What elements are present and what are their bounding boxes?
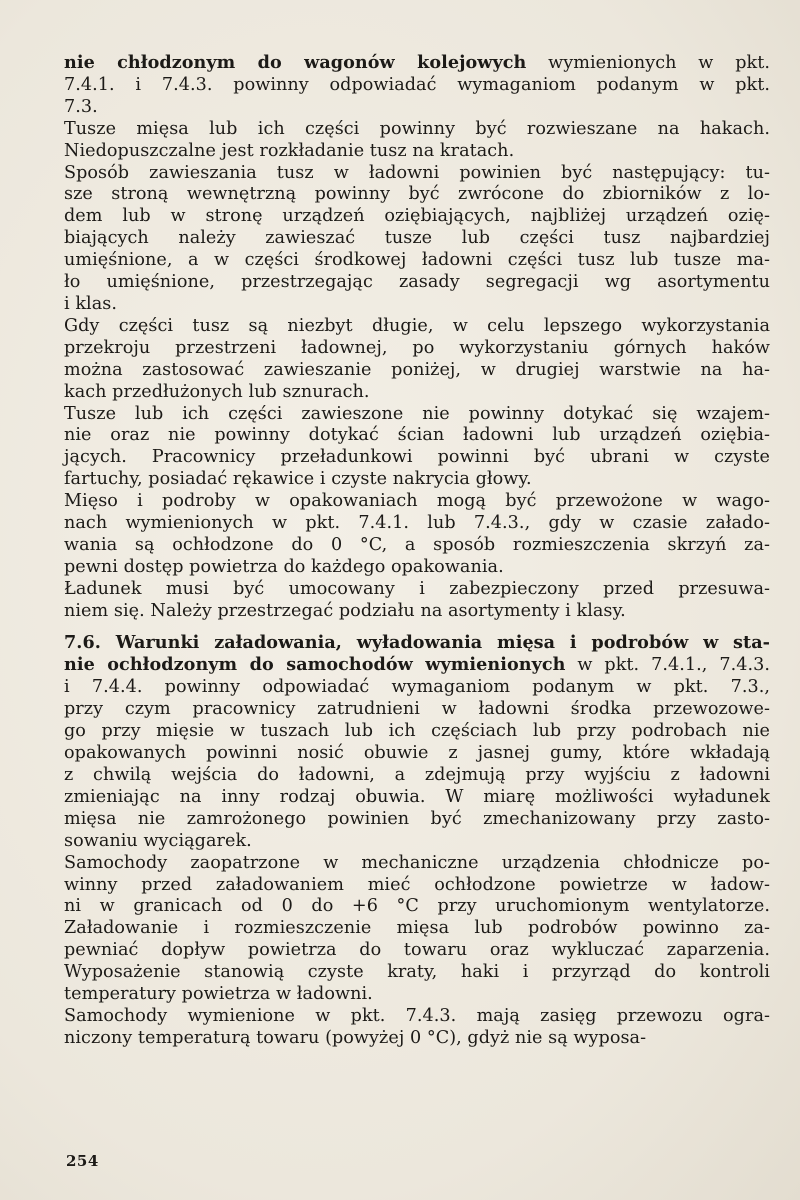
text-line bbox=[64, 962, 770, 984]
text-line bbox=[64, 632, 770, 655]
paragraph bbox=[64, 52, 770, 119]
text-line bbox=[64, 425, 770, 447]
text-line bbox=[64, 896, 770, 918]
line-text: Niedopuszczalne jest rozkładanie tusz na kratach. bbox=[64, 140, 515, 161]
text-line bbox=[64, 491, 770, 513]
line-text: Tusze mięsa lub ich części powinny być rozwieszane na hakach. bbox=[64, 118, 770, 139]
text-line bbox=[64, 787, 770, 809]
paragraph bbox=[64, 1006, 770, 1050]
line-text: Wyposażenie stanowią czyste kraty, haki i przyrząd do kontroli bbox=[64, 962, 770, 983]
line-text: wymienionych w pkt. bbox=[526, 53, 770, 73]
text-line bbox=[64, 699, 770, 721]
line-text: przekroju przestrzeni ładownej, po wykorzystaniu górnych haków bbox=[64, 337, 770, 358]
text-line bbox=[64, 831, 770, 853]
line-text: Załadowanie i rozmieszczenie mięsa lub podrobów powinno za- bbox=[64, 918, 770, 939]
bold-text: nie ochłodzonym do samochodów wymienionych bbox=[64, 654, 566, 676]
text-line bbox=[64, 228, 770, 250]
line-text: opakowanych powinni nosić obuwie z jasnej gumy, które wkładają bbox=[64, 743, 770, 764]
line-text: go przy mięsie w tuszach lub ich częściach lub przy podrobach nie bbox=[64, 721, 770, 742]
line-text: Samochody zaopatrzone w mechaniczne urządzenia chłodnicze po- bbox=[64, 852, 770, 873]
line-text: jących. Pracownicy przeładunkowi powinni być ubrani w czyste bbox=[64, 447, 770, 468]
line-text: i 7.4.4. powinny odpowiadać wymaganiom podanym w pkt. 7.3., bbox=[64, 677, 770, 698]
text-line bbox=[64, 721, 770, 743]
text-line bbox=[64, 250, 770, 272]
text-line bbox=[64, 1006, 770, 1028]
text-line bbox=[64, 1028, 770, 1050]
line-text: Tusze lub ich części zawieszone nie powinny dotykać się wzajem- bbox=[64, 403, 770, 424]
text-line bbox=[64, 853, 770, 875]
line-text: umięśnione, a w części środkowej ładowni części tusz lub tusze ma- bbox=[64, 250, 770, 271]
text-line bbox=[64, 272, 770, 294]
line-text: dem lub w stronę urządzeń oziębiających, najbliżej urządzeń ozię- bbox=[64, 206, 770, 227]
paragraph bbox=[64, 491, 770, 579]
line-text: nie oraz nie powinny dotykać ścian ładowni lub urządzeń oziębia- bbox=[64, 425, 770, 446]
line-text: kach przedłużonych lub sznurach. bbox=[64, 381, 370, 402]
line-text: przy czym pracownicy zatrudnieni w ładowni środka przewozowe- bbox=[64, 699, 770, 720]
text-line bbox=[64, 513, 770, 535]
text-line bbox=[64, 557, 770, 579]
line-text: mięsa nie zamrożonego powinien być zmechanizowany przy zasto- bbox=[64, 808, 770, 829]
text-line bbox=[64, 206, 770, 228]
text-line bbox=[64, 765, 770, 787]
text-line bbox=[64, 940, 770, 962]
paragraph bbox=[64, 404, 770, 492]
line-text: ni w granicach od 0 do +6 °C przy uruchomionym wentylatorze. bbox=[64, 896, 770, 917]
line-text: Samochody wymienione w pkt. 7.4.3. mają zasięg przewozu ogra- bbox=[64, 1005, 770, 1026]
paragraph bbox=[64, 853, 770, 1006]
bold-text: nie chłodzonym do wagonów kolejowych bbox=[64, 52, 527, 73]
text-line bbox=[64, 535, 770, 557]
line-text: winny przed załadowaniem mieć ochłodzone powietrze w ładow- bbox=[64, 874, 770, 895]
line-text: Sposób zawieszania tusz w ładowni powinien być następujący: tu- bbox=[64, 162, 770, 183]
line-text: fartuchy, posiadać rękawice i czyste nakrycia głowy. bbox=[64, 469, 532, 490]
text-line bbox=[64, 743, 770, 765]
text-line bbox=[64, 579, 770, 601]
text-line bbox=[64, 875, 770, 897]
line-text: ło umięśnione, przestrzegając zasady segregacji wg asortymentu bbox=[64, 272, 770, 293]
text-line bbox=[64, 163, 770, 185]
line-text: Gdy części tusz są niezbyt długie, w celu lepszego wykorzystania bbox=[64, 315, 770, 336]
text-line bbox=[64, 809, 770, 831]
line-text: sowaniu wyciągarek. bbox=[64, 830, 252, 851]
text-line bbox=[64, 404, 770, 426]
line-text: biających należy zawieszać tusze lub części tusz najbardziej bbox=[64, 228, 770, 249]
paragraph bbox=[64, 163, 770, 316]
line-text: wania są ochłodzone do 0 °C, a sposób rozmieszczenia skrzyń za- bbox=[64, 534, 770, 555]
text-line bbox=[64, 918, 770, 940]
text-line bbox=[64, 601, 770, 623]
line-text: i klas. bbox=[64, 293, 117, 314]
line-text: sze stroną wewnętrzną powinny być zwrócone do zbiorników z lo- bbox=[64, 184, 770, 205]
line-text: w pkt. 7.4.1., 7.4.3. bbox=[565, 655, 770, 676]
bold-text: 7.6. Warunki załadowania, wyładowania mięsa i podrobów w sta- bbox=[64, 631, 770, 653]
line-text: pewniać dopływ powietrza do towaru oraz wykluczać zaparzenia. bbox=[64, 940, 770, 961]
paragraph bbox=[64, 579, 770, 623]
line-text: 7.3. bbox=[64, 96, 98, 117]
paragraph bbox=[64, 119, 770, 163]
line-text: pewni dostęp powietrza do każdego opakowania. bbox=[64, 556, 504, 577]
text-line bbox=[64, 75, 770, 97]
text-line bbox=[64, 184, 770, 206]
section-paragraph bbox=[64, 632, 770, 853]
text-line bbox=[64, 677, 770, 699]
text-line bbox=[64, 141, 770, 163]
text-line bbox=[64, 97, 770, 119]
text-line bbox=[64, 382, 770, 404]
line-text: z chwilą wejścia do ładowni, a zdejmują przy wyjściu z ładowni bbox=[64, 765, 770, 785]
line-text: Mięso i podroby w opakowaniach mogą być przewożone w wago- bbox=[64, 491, 770, 512]
line-text: niczony temperaturą towaru (powyżej 0 °C), gdyż nie są wyposa- bbox=[64, 1027, 647, 1048]
text-line bbox=[64, 338, 770, 360]
page-body-text bbox=[64, 52, 770, 1050]
text-line bbox=[64, 119, 770, 141]
line-text: zmieniając na inny rodzaj obuwia. W miarę możliwości wyładunek bbox=[64, 786, 770, 807]
line-text: można zastosować zawieszanie poniżej, w drugiej warstwie na ha- bbox=[64, 359, 770, 380]
line-text: niem się. Należy przestrzegać podziału na asortymenty i klasy. bbox=[64, 600, 626, 621]
line-text: 7.4.1. i 7.4.3. powinny odpowiadać wymaganiom podanym w pkt. bbox=[64, 74, 770, 95]
text-line bbox=[64, 469, 770, 491]
text-line bbox=[64, 52, 770, 75]
text-line bbox=[64, 316, 770, 338]
text-line bbox=[64, 984, 770, 1006]
text-line bbox=[64, 447, 770, 469]
line-text: Ładunek musi być umocowany i zabezpieczony przed przesuwa- bbox=[64, 578, 770, 599]
line-text: temperatury powietrza w ładowni. bbox=[64, 984, 373, 1005]
line-text: nach wymienionych w pkt. 7.4.1. lub 7.4.3., gdy w czasie załado- bbox=[64, 513, 770, 534]
text-line bbox=[64, 294, 770, 316]
page-number: 254 bbox=[66, 1152, 99, 1170]
paragraph bbox=[64, 316, 770, 404]
text-line bbox=[64, 654, 770, 677]
text-line bbox=[64, 360, 770, 382]
